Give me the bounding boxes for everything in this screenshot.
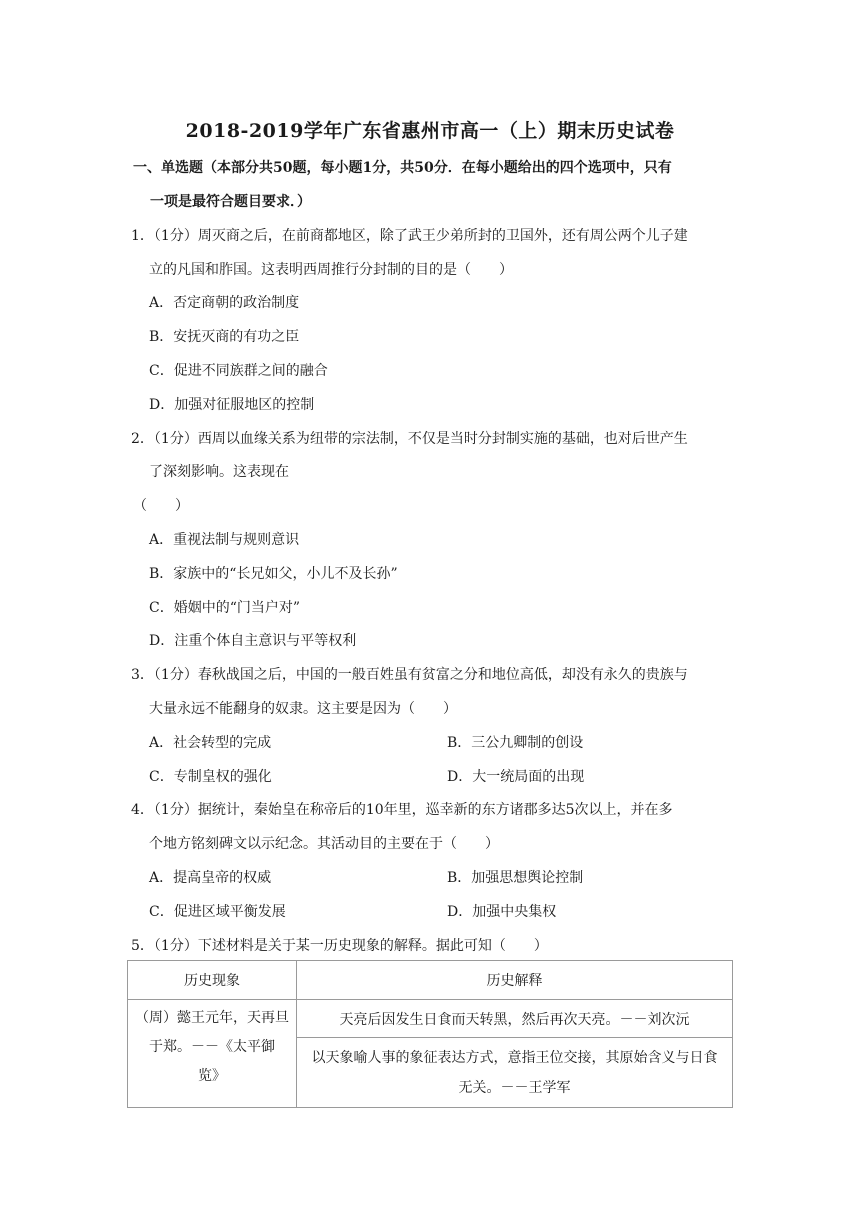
- question-1-stem-line1: 1．（1分）周灭商之后，在前商都地区，除了武王少弟所封的卫国外，还有周公两个儿子建: [131, 228, 688, 244]
- section-heading-line1: 一、单选题（本部分共50题，每小题1分，共50分．在每小题给出的四个选项中，只有: [133, 160, 672, 176]
- question-2-stem-line3: （ ）: [133, 498, 189, 514]
- question-3-stem-line1: 3．（1分）春秋战国之后，中国的一般百姓虽有贫富之分和地位高低，却没有永久的贵族与: [131, 667, 688, 683]
- explanation-2-line1: 以天象喻人事的象征表达方式，意指王位交接，其原始含义与日食: [311, 1049, 718, 1066]
- question-2-stem-line1: 2．（1分）西周以血缘关系为纽带的宗法制，不仅是当时分封制实施的基础，也对后世产生: [131, 431, 688, 447]
- question-3-option-b: B．三公九卿制的创设: [447, 735, 584, 751]
- question-1-option-b: B．安抚灭商的有功之臣: [149, 329, 300, 345]
- table-cell-explanation-2: [297, 1038, 733, 1108]
- question-5-stem: 5．（1分）下述材料是关于某一历史现象的解释。据此可知（ ）: [131, 938, 548, 954]
- question-2-option-c: C．婚姻中的“门当户对”: [149, 600, 301, 616]
- table-cell-explanation-1: 天亮后因发生日食而天转黑，然后再次天亮。－－刘次沅: [297, 1000, 733, 1038]
- section-heading-line2: 一项是最符合题目要求．）: [150, 194, 311, 210]
- question-1-option-a: A．否定商朝的政治制度: [149, 295, 300, 311]
- question-5-table: [127, 960, 733, 1108]
- question-3-option-a: A．社会转型的完成: [149, 735, 272, 751]
- question-1-option-d: D．加强对征服地区的控制: [149, 397, 315, 413]
- table-cell-phenomenon: [128, 1000, 297, 1108]
- question-2-option-b: B．家族中的“长兄如父，小儿不及长孙”: [149, 566, 398, 582]
- question-3-option-d: D．大一统局面的出现: [447, 769, 585, 785]
- question-3-stem-line2: 大量永远不能翻身的奴隶。这主要是因为（ ）: [149, 701, 457, 717]
- table-header-phenomenon: 历史现象: [128, 961, 297, 1000]
- question-1-option-c: C．促进不同族群之间的融合: [149, 363, 328, 379]
- question-4-stem-line2: 个地方铭刻碑文以示纪念。其活动目的主要在于（ ）: [149, 836, 499, 852]
- question-2-option-d: D．注重个体自主意识与平等权利: [149, 633, 357, 649]
- table-header-explanation: 历史解释: [297, 961, 733, 1000]
- question-4-stem-line1: 4．（1分）据统计，秦始皇在称帝后的10年里，巡幸新的东方诸郡多达5次以上，并在多: [131, 802, 673, 818]
- phenomenon-line3: 览》: [198, 1068, 226, 1084]
- phenomenon-line2: 于郑。－－《太平御: [149, 1039, 275, 1055]
- phenomenon-line1: （周）懿王元年，天再旦: [135, 1010, 289, 1026]
- question-3-option-c: C．专制皇权的强化: [149, 769, 272, 785]
- question-4-option-c: C．促进区域平衡发展: [149, 904, 286, 920]
- question-2-stem-line2: 了深刻影响。这表现在: [149, 464, 289, 480]
- question-4-option-b: B．加强思想舆论控制: [447, 870, 584, 886]
- question-4-option-a: A．提高皇帝的权威: [149, 870, 272, 886]
- question-2-option-a: A．重视法制与规则意识: [149, 532, 300, 548]
- explanation-2-line2: 无关。－－王学军: [458, 1079, 571, 1096]
- question-1-stem-line2: 立的凡国和胙国。这表明西周推行分封制的目的是（ ）: [149, 262, 513, 278]
- question-4-option-d: D．加强中央集权: [447, 904, 557, 920]
- page-title: 2018-2019学年广东省惠州市高一（上）期末历史试卷: [185, 120, 675, 142]
